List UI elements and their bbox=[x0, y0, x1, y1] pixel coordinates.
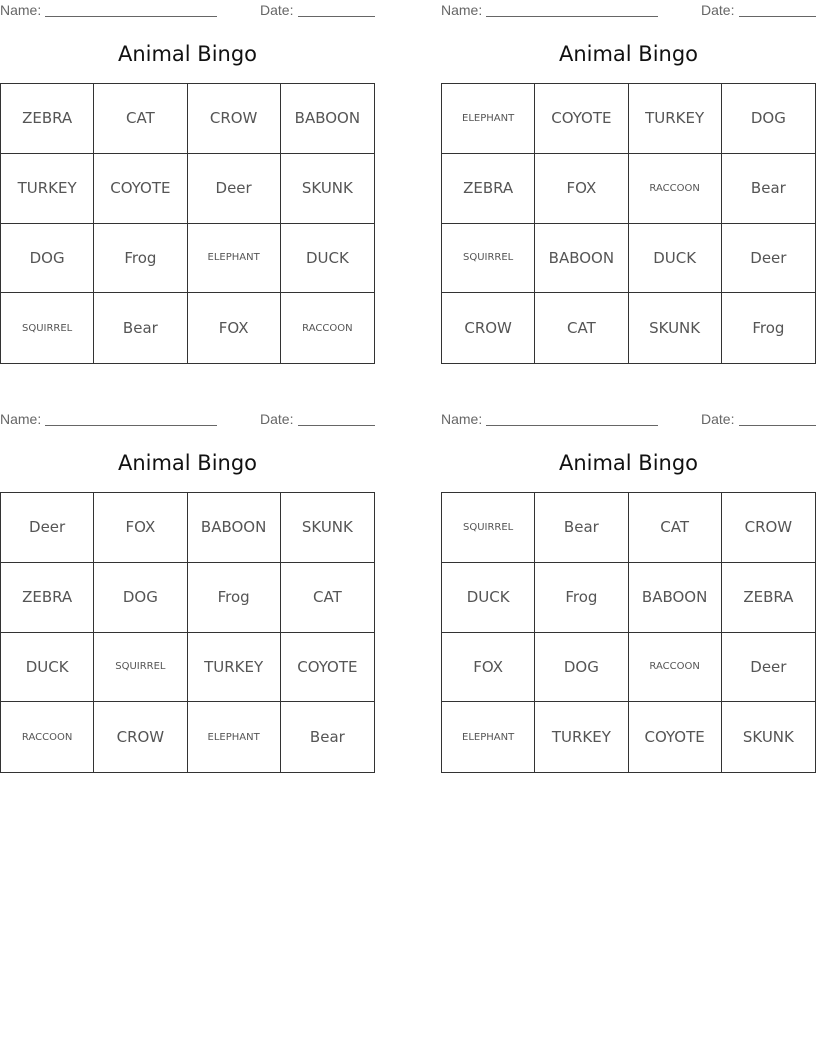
bingo-cell: TURKEY bbox=[188, 633, 281, 703]
bingo-grid bbox=[0, 83, 375, 364]
date-label: Date: bbox=[260, 2, 294, 18]
bingo-cell: Deer bbox=[722, 633, 815, 703]
bingo-cell: SQUIRREL bbox=[94, 633, 187, 703]
bingo-cell: CAT bbox=[281, 563, 374, 633]
bingo-cell: ZEBRA bbox=[722, 563, 815, 633]
bingo-cell: CAT bbox=[94, 84, 187, 154]
bingo-card bbox=[0, 409, 375, 774]
bingo-cell: Deer bbox=[722, 224, 815, 294]
bingo-cell: BABOON bbox=[535, 224, 628, 294]
date-blank-line bbox=[739, 16, 816, 17]
bingo-cell: RACCOON bbox=[302, 322, 353, 334]
bingo-cell: BABOON bbox=[629, 563, 722, 633]
bingo-grid bbox=[441, 492, 816, 773]
card-title: Animal Bingo bbox=[558, 42, 699, 66]
bingo-cell: SKUNK bbox=[281, 493, 374, 563]
bingo-cell: DOG bbox=[535, 633, 628, 703]
name-label: Name: bbox=[0, 411, 42, 427]
bingo-cell: Deer bbox=[188, 154, 281, 224]
name-blank-line bbox=[486, 425, 658, 426]
bingo-cell: SQUIRREL bbox=[1, 293, 94, 363]
card-title: Animal Bingo bbox=[558, 451, 699, 475]
bingo-cell: Deer bbox=[1, 493, 94, 563]
bingo-cell: Bear bbox=[535, 493, 628, 563]
bingo-cell: SKUNK bbox=[281, 154, 374, 224]
bingo-cell: ZEBRA bbox=[1, 563, 94, 633]
name-blank-line bbox=[486, 16, 658, 17]
card-title: Animal Bingo bbox=[117, 42, 258, 66]
name-blank-line bbox=[45, 16, 217, 17]
bingo-cell: Bear bbox=[722, 154, 815, 224]
bingo-cell: DOG bbox=[94, 563, 187, 633]
bingo-cell: CAT bbox=[629, 493, 722, 563]
bingo-grid bbox=[0, 492, 375, 773]
bingo-cell: Frog bbox=[188, 563, 281, 633]
bingo-cell: Bear bbox=[309, 728, 345, 747]
bingo-cell: SQUIRREL bbox=[442, 224, 535, 294]
bingo-cell: DUCK bbox=[629, 224, 722, 294]
bingo-cell: RACCOON bbox=[629, 154, 722, 224]
bingo-cell: COYOTE bbox=[94, 154, 187, 224]
bingo-grid bbox=[441, 83, 816, 364]
bingo-cell: Frog bbox=[94, 224, 187, 294]
bingo-cell: FOX bbox=[442, 633, 535, 703]
bingo-cell: ZEBRA bbox=[442, 154, 535, 224]
bingo-cell: DOG bbox=[1, 224, 94, 294]
bingo-cell: RACCOON bbox=[629, 633, 722, 703]
date-blank-line bbox=[298, 16, 375, 17]
name-date-row bbox=[0, 2, 375, 20]
date-label: Date: bbox=[260, 411, 294, 427]
bingo-card bbox=[441, 409, 816, 774]
bingo-cell: BABOON bbox=[281, 84, 374, 154]
name-label: Name: bbox=[441, 2, 483, 18]
date-label: Date: bbox=[701, 2, 735, 18]
bingo-cell: CROW bbox=[442, 293, 535, 363]
bingo-cell: SKUNK bbox=[629, 293, 722, 363]
bingo-cell: Frog bbox=[752, 319, 785, 338]
bingo-cell: ZEBRA bbox=[1, 84, 94, 154]
bingo-cell: FOX bbox=[188, 293, 281, 363]
bingo-cell: ELEPHANT bbox=[442, 702, 535, 772]
bingo-cell: Frog bbox=[535, 563, 628, 633]
bingo-cell: DUCK bbox=[1, 633, 94, 703]
name-date-row bbox=[0, 411, 375, 429]
name-label: Name: bbox=[0, 2, 42, 18]
bingo-cell: DOG bbox=[722, 84, 815, 154]
bingo-cell: BABOON bbox=[188, 493, 281, 563]
bingo-card bbox=[441, 0, 816, 365]
bingo-cell: DUCK bbox=[442, 563, 535, 633]
date-label: Date: bbox=[701, 411, 735, 427]
bingo-cell: CROW bbox=[188, 84, 281, 154]
bingo-cell: COYOTE bbox=[535, 84, 628, 154]
bingo-cell: CROW bbox=[94, 702, 187, 772]
bingo-cell: Bear bbox=[94, 293, 187, 363]
bingo-cell: TURKEY bbox=[535, 702, 628, 772]
bingo-cell: ELEPHANT bbox=[442, 84, 535, 154]
bingo-cell: DUCK bbox=[281, 224, 374, 294]
name-date-row bbox=[441, 411, 816, 429]
bingo-cell: RACCOON bbox=[1, 702, 94, 772]
name-blank-line bbox=[45, 425, 217, 426]
bingo-cell: SKUNK bbox=[742, 728, 794, 747]
bingo-card bbox=[0, 0, 375, 365]
bingo-cell: CAT bbox=[535, 293, 628, 363]
bingo-cell: TURKEY bbox=[629, 84, 722, 154]
bingo-cell: FOX bbox=[535, 154, 628, 224]
bingo-cell: ELEPHANT bbox=[188, 224, 281, 294]
bingo-cell: SQUIRREL bbox=[442, 493, 535, 563]
card-title: Animal Bingo bbox=[117, 451, 258, 475]
date-blank-line bbox=[739, 425, 816, 426]
bingo-cell: COYOTE bbox=[629, 702, 722, 772]
name-date-row bbox=[441, 2, 816, 20]
bingo-cell: TURKEY bbox=[1, 154, 94, 224]
date-blank-line bbox=[298, 425, 375, 426]
bingo-cell: CROW bbox=[722, 493, 815, 563]
bingo-cell: ELEPHANT bbox=[188, 702, 281, 772]
bingo-cell: FOX bbox=[94, 493, 187, 563]
name-label: Name: bbox=[441, 411, 483, 427]
bingo-cell: COYOTE bbox=[281, 633, 374, 703]
